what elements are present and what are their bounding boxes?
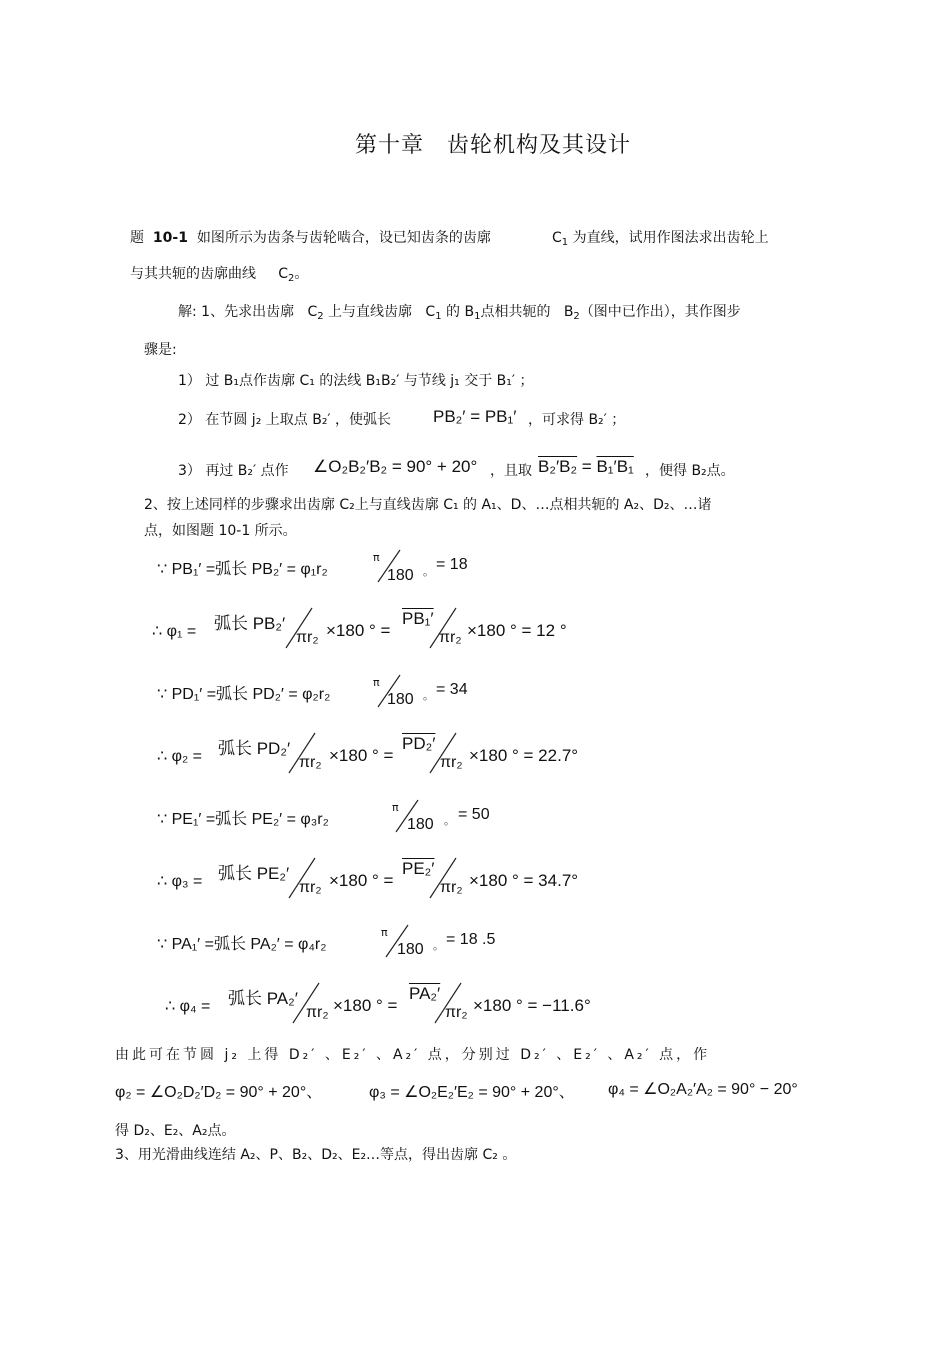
conclusion-eq-1: φ₂ = ∠O₂D₂′D₂ = 90° + 20°、 [115, 1084, 323, 1101]
eq-e-pir2: πr₂ [299, 879, 322, 896]
eq-e-result: ×180 ° = 34.7° [469, 871, 579, 890]
eq-d-pi: π [373, 676, 380, 689]
eq-d-overline: PD₂′ [402, 734, 436, 753]
eq-a-arc: 弧长 PA₂′ [228, 989, 298, 1008]
eq-a-180: 180 [397, 941, 424, 958]
eq-a-pir2-2: πr₂ [445, 1004, 468, 1021]
step-3-equation: ∠O₂B₂′B₂ = 90° + 20° [313, 457, 478, 476]
eq-a-because: ∵ PA₁′ =弧长 PA₂′ = φ₄r₂ [157, 936, 327, 953]
eq-e-because: ∵ PE₁′ =弧长 PE₂′ = φ₃r₂ [157, 811, 329, 828]
eq-d-arc: 弧长 PD₂′ [218, 739, 291, 758]
eq-d-deg: 。 [423, 689, 434, 702]
eq-b-times: ×180 ° = [326, 621, 391, 640]
conclusion-eq-2: φ₃ = ∠O₂E₂′E₂ = 90° + 20°、 [369, 1084, 575, 1101]
eq-a-overline: PA₂′ [409, 984, 441, 1003]
problem-line-2: 与其共轭的齿廓曲线 $C_2$。 [130, 266, 309, 284]
eq-b-result: ×180 ° = 12 ° [467, 621, 567, 640]
eq-d-times: ×180 ° = [329, 746, 394, 765]
eq-a-pir2: πr₂ [306, 1004, 329, 1021]
page-title: 第十章 齿轮机构及其设计 [355, 133, 632, 158]
step-3-end: ，便得 B₂点。 [645, 463, 735, 479]
eq-d-pir2-2: πr₂ [440, 754, 463, 771]
eq-a-value: = 18 .5 [446, 931, 496, 948]
eq-e-overline: PE₂′ [402, 859, 435, 878]
step-2-end: ，可求得 B₂′ ； [528, 412, 626, 428]
conclusion-line-1: 由此可在节圆 j₂ 上得 D₂′ 、E₂′ 、A₂′ 点，分别过 D₂′ 、E₂′ 、A₂′ 点，作 [115, 1047, 711, 1063]
eq-b-deg: 。 [423, 565, 434, 578]
eq-d-result: ×180 ° = 22.7° [469, 746, 579, 765]
eq-e-value: = 50 [458, 806, 490, 823]
step-3-equation-2: B₂′B₂ = B₁′B₁ [538, 457, 634, 476]
step-3-text: 3） 再过 B₂′ 点作 [178, 463, 289, 479]
eq-e-therefore: ∴ φ₃ = [157, 873, 203, 890]
conclusion-line-4: 3、用光滑曲线连结 A₂、P、B₂、D₂、E₂…等点，得出齿廓 C₂ 。 [115, 1147, 517, 1163]
step-2-text: 2） 在节圆 j₂ 上取点 B₂′ ，使弧长 [178, 412, 392, 428]
conclusion-line-3: 得 D₂、E₂、A₂点。 [115, 1123, 236, 1139]
eq-d-value: = 34 [436, 681, 468, 698]
eq-b-therefore: ∴ φ₁ = [152, 623, 197, 640]
eq-b-value: = 18 [436, 556, 468, 573]
step-1: 1） 过 B₁点作齿廓 C₁ 的法线 B₁B₂′ 与节线 j₁ 交于 B₁′ ； [178, 373, 534, 389]
eq-b-because: ∵ PB₁′ =弧长 PB₂′ = φ₁r₂ [157, 561, 328, 578]
eq-b-180: 180 [387, 567, 414, 584]
eq-b-overline: PB₁′ [402, 609, 434, 628]
problem-line-1: 题 10-1 如图所示为齿条与齿轮啮合，设已知齿条的齿廓 [130, 230, 491, 246]
eq-e-pi: π [392, 801, 399, 814]
eq-a-result: ×180 ° = −11.6° [473, 996, 591, 1015]
eq-b-pir2: πr₂ [296, 629, 319, 646]
step-2-equation: PB₂′ = PB₁′ [433, 407, 517, 426]
eq-d-therefore: ∴ φ₂ = [157, 748, 202, 765]
eq-b-pi: π [373, 551, 380, 564]
problem-line-1-end: $C_1$ 为直线，试用作图法求出齿轮上 [552, 230, 769, 248]
eq-a-pi: π [381, 926, 388, 939]
eq-e-pir2-2: πr₂ [440, 879, 463, 896]
eq-b-arc: 弧长 PB₂′ [214, 614, 286, 633]
eq-a-deg: 。 [433, 939, 444, 952]
solution-intro-cont: 骤是: [144, 342, 177, 358]
eq-d-because: ∵ PD₁′ =弧长 PD₂′ = φ₂r₂ [157, 686, 331, 703]
conclusion-eq-3: φ₄ = ∠O₂A₂′A₂ = 90° − 20° [608, 1081, 798, 1098]
eq-d-pir2: πr₂ [299, 754, 322, 771]
eq-e-arc: 弧长 PE₂′ [218, 864, 290, 883]
eq-e-180: 180 [407, 816, 434, 833]
solution-intro: 解: 1、先求出齿廓 $C_2$ 上与直线齿廓 $C_1$ 的 $B_1$点相共轭的 $B_2$（图中已作出），其作图步 [178, 304, 741, 322]
eq-d-180: 180 [387, 691, 414, 708]
eq-b-pir2-2: πr₂ [439, 629, 462, 646]
eq-e-deg: 。 [444, 814, 455, 827]
step-3-mid: ，且取 [490, 463, 532, 479]
eq-a-times: ×180 ° = [333, 996, 398, 1015]
eq-e-times: ×180 ° = [329, 871, 394, 890]
step-two-line-2: 点，如图题 10-1 所示。 [144, 523, 297, 539]
step-two-line-1: 2、按上述同样的步骤求出齿廓 C₂上与直线齿廓 C₁ 的 A₁、D、…点相共轭的 A₂、D₂、…诸 [144, 497, 712, 513]
eq-a-therefore: ∴ φ₄ = [165, 998, 211, 1015]
